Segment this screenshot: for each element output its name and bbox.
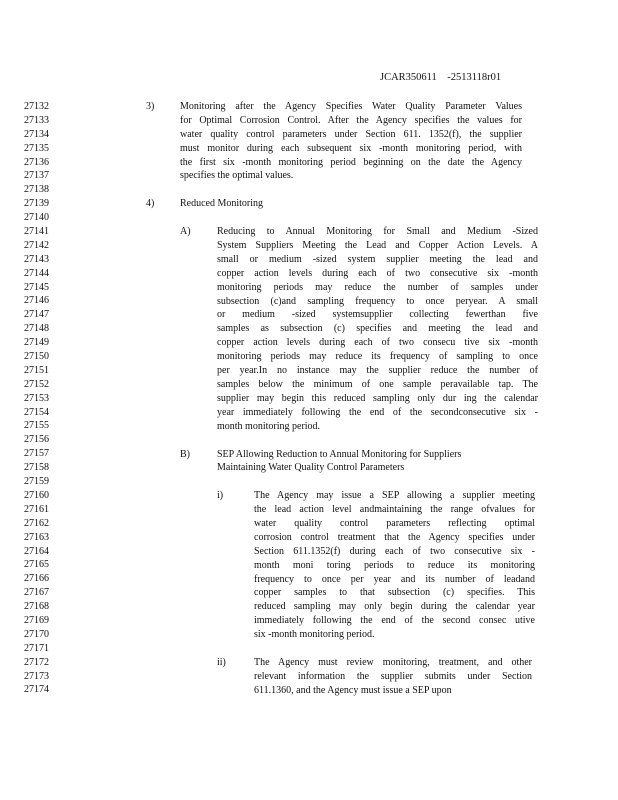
line-number: 27153 xyxy=(24,392,49,404)
line-number: 27171 xyxy=(24,642,49,654)
text-line: per year.In no instance may the supplier reduce the number of xyxy=(217,365,538,376)
section-4-title-text: Reduced Monitoring xyxy=(180,198,264,210)
line-number: 27139 xyxy=(24,198,49,210)
text-line: month moni toring periods to reduce its monitoring xyxy=(254,559,535,571)
line-number: 27151 xyxy=(24,364,49,376)
line-number: 27154 xyxy=(24,406,49,418)
line-number: 27145 xyxy=(24,281,49,293)
section-a-text xyxy=(217,225,538,433)
line-number: 27138 xyxy=(24,184,49,196)
text-line: copper action levels during each of two consecutive six -month xyxy=(217,267,538,279)
text-line: samples below the minimum of one sample peravailable tap. The xyxy=(217,378,538,390)
line-number: 27140 xyxy=(24,212,49,224)
text-line: The Agency must review monitoring, treatment, and other xyxy=(254,657,532,668)
line-number: 27134 xyxy=(24,128,49,140)
text-line: water quality control parameters reflecting optimal xyxy=(254,517,535,529)
text-line: reduced sampling may only begin during the calendar year xyxy=(254,601,535,613)
text-line: monitoring periods may reduce its frequency of sampling to once xyxy=(217,351,538,363)
line-number: 27167 xyxy=(24,587,49,599)
text-line: System Suppliers Meeting the Lead and Copper Action Levels. A xyxy=(217,239,538,251)
line-number: 27169 xyxy=(24,614,49,626)
text-line: copper samples to that subsection (c) specifies. This xyxy=(254,587,535,599)
line-number: 27142 xyxy=(24,239,49,251)
section-ii-text xyxy=(254,656,532,698)
text-line: Monitoring after the Agency Specifies Water Quality Parameter Values xyxy=(180,101,522,112)
line-number: 27152 xyxy=(24,378,49,390)
text-line: month monitoring period. xyxy=(217,420,321,432)
line-number: 27163 xyxy=(24,531,49,543)
section-i-marker: i) xyxy=(217,490,224,502)
line-number: 27159 xyxy=(24,476,49,488)
line-number: 27144 xyxy=(24,267,49,279)
section-ii-marker: ii) xyxy=(217,657,226,668)
section-i-text xyxy=(254,489,535,642)
section-4-marker: 4) xyxy=(146,198,155,210)
line-number: 27165 xyxy=(24,559,49,571)
text-line: supplier may begin this reduced sampling only dur ing the calendar xyxy=(217,392,538,404)
line-number: 27170 xyxy=(24,628,49,640)
text-line: or medium -sized systemsupplier collecting fewerthan five xyxy=(217,309,538,321)
line-number: 27149 xyxy=(24,337,49,349)
line-number: 27161 xyxy=(24,503,49,515)
line-number: 27132 xyxy=(24,101,49,112)
text-line: copper action levels during each of two consecu tive six -month xyxy=(217,337,538,349)
section-b-marker: B) xyxy=(180,448,190,460)
line-number: 27150 xyxy=(24,351,49,363)
text-line: Section 611.1352(f) during each of two consecutive six - xyxy=(254,545,535,557)
document-revision: -2513118r01 xyxy=(447,72,502,83)
document-id: JCAR350611 xyxy=(380,72,437,83)
line-number: 27172 xyxy=(24,656,49,668)
line-number: 27158 xyxy=(24,462,49,474)
line-number: 27143 xyxy=(24,253,49,265)
line-number: 27137 xyxy=(24,170,49,182)
text-line: The Agency may issue a SEP allowing a supplier meeting xyxy=(254,490,535,502)
line-number: 27164 xyxy=(24,545,49,557)
text-line: water quality control parameters under Section 611. 1352(f), the supplier xyxy=(180,128,522,140)
line-number: 27168 xyxy=(24,601,49,613)
text-line: samples as subsection (c) specifies and meeting the lead and xyxy=(217,323,538,335)
line-number: 27173 xyxy=(24,670,49,682)
line-number: 27157 xyxy=(24,448,49,460)
text-line: Reducing to Annual Monitoring for Small and Medium -Sized xyxy=(217,226,538,238)
line-number: 27135 xyxy=(24,142,49,154)
line-number: 27160 xyxy=(24,489,49,501)
text-line: relevant information the supplier submits under Section xyxy=(254,670,532,682)
text-line: six -month monitoring period. xyxy=(254,629,375,641)
section-4-title xyxy=(180,197,263,211)
section-3-text xyxy=(180,100,522,183)
text-line: immediately following the end of the second consec utive xyxy=(254,615,535,627)
line-number: 27174 xyxy=(24,684,49,696)
text-line: corrosion control treatment that the Agency specifies under xyxy=(254,531,535,543)
line-number-column xyxy=(24,100,49,697)
line-number: 27133 xyxy=(24,114,49,126)
line-number: 27147 xyxy=(24,309,49,321)
text-line: year immediately following the end of the secondconsecutive six - xyxy=(217,406,538,418)
document-header xyxy=(380,72,501,83)
line-number: 27166 xyxy=(24,573,49,585)
line-number: 27141 xyxy=(24,226,49,238)
text-line: for Optimal Corrosion Control. After the Agency specifies the values for xyxy=(180,114,522,126)
text-line: SEP Allowing Reduction to Annual Monitoring for Suppliers xyxy=(217,448,462,460)
section-a-marker: A) xyxy=(180,226,191,238)
section-3-marker: 3) xyxy=(146,101,155,112)
line-number: 27156 xyxy=(24,434,49,446)
text-line: 611.1360, and the Agency must issue a SEP upon xyxy=(254,684,452,696)
line-number: 27148 xyxy=(24,323,49,335)
text-line: the first six -month monitoring period beginning on the date the Agency xyxy=(180,156,522,168)
text-line: specifies the optimal values. xyxy=(180,170,294,182)
text-line: subsection (c)and sampling frequency to once peryear. A small xyxy=(217,295,538,307)
text-line: the lead action level andmaintaining the range ofvalues for xyxy=(254,504,535,516)
text-line: monitoring periods may reduce the number of samples under xyxy=(217,281,538,293)
line-number: 27162 xyxy=(24,517,49,529)
text-line: frequency to once per year and its number of leadand xyxy=(254,573,535,585)
line-number: 27155 xyxy=(24,420,49,432)
text-line: small or medium -sized system supplier meeting the lead and xyxy=(217,253,538,265)
line-number: 27136 xyxy=(24,156,49,168)
text-line: must monitor during each subsequent six -month monitoring period, with xyxy=(180,142,522,154)
text-line: Maintaining Water Quality Control Parameters xyxy=(217,462,405,474)
section-b-text xyxy=(217,448,517,476)
line-number: 27146 xyxy=(24,295,49,307)
